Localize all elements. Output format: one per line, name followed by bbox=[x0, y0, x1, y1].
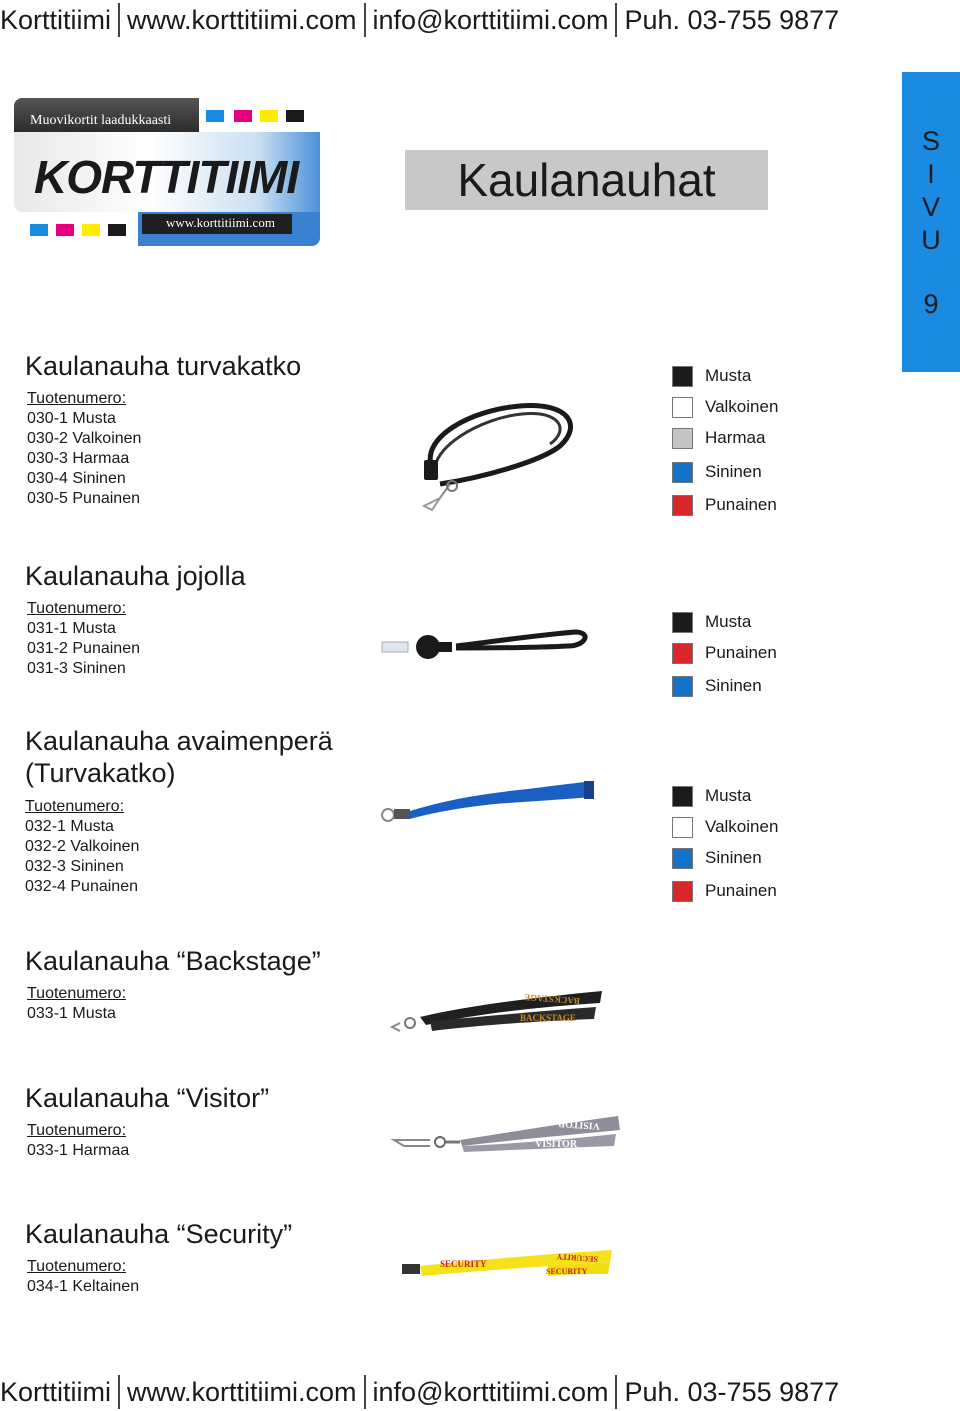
color-swatch bbox=[672, 495, 693, 516]
product-code: 030-5 Punainen bbox=[27, 490, 140, 507]
product-code: 031-2 Punainen bbox=[27, 640, 140, 657]
black-square-icon bbox=[108, 224, 126, 236]
product-title: Kaulanauha avaimenperä bbox=[25, 726, 333, 756]
visitor-lanyard-image bbox=[390, 1110, 625, 1166]
product-title: Kaulanauha jojolla bbox=[25, 561, 246, 591]
product-code: 031-3 Sininen bbox=[27, 660, 126, 677]
divider bbox=[118, 1375, 120, 1409]
color-label: Punainen bbox=[705, 643, 777, 662]
product-number-label: Tuotenumero: bbox=[27, 390, 127, 407]
magenta-square-icon bbox=[56, 224, 74, 236]
divider bbox=[118, 3, 120, 37]
email-link[interactable]: info@korttitiimi.com bbox=[372, 4, 609, 35]
color-swatch bbox=[672, 881, 693, 902]
product-number-label: Tuotenumero: bbox=[27, 985, 127, 1002]
product-title: Kaulanauha “Backstage” bbox=[25, 946, 321, 976]
company-name: Korttitiimi bbox=[0, 4, 112, 35]
color-label: Musta bbox=[705, 786, 752, 805]
product-code: 032-4 Punainen bbox=[25, 878, 138, 895]
phone-number: Puh. 03-755 9877 bbox=[624, 1376, 840, 1407]
strap-text: BACKSTAGE bbox=[523, 992, 581, 1007]
cyan-square-icon bbox=[206, 110, 224, 122]
page-title: Kaulanauhat bbox=[457, 154, 716, 206]
strap-text: VISITOR bbox=[557, 1117, 601, 1132]
logo-wordmark: KORTTITIIMI bbox=[34, 151, 299, 203]
product-code: 030-3 Harmaa bbox=[27, 450, 130, 467]
color-label: Sininen bbox=[705, 462, 762, 481]
website-link[interactable]: www.korttitiimi.com bbox=[127, 1376, 357, 1407]
color-swatch bbox=[672, 817, 693, 838]
security-lanyard-image bbox=[398, 1246, 618, 1290]
color-label: Punainen bbox=[705, 495, 777, 514]
color-option-sininen bbox=[672, 847, 762, 869]
color-option-punainen bbox=[672, 642, 777, 664]
product-code: 030-1 Musta bbox=[27, 410, 116, 427]
divider bbox=[364, 3, 366, 37]
strap-text: SECURITY bbox=[440, 1259, 487, 1269]
color-option-punainen bbox=[672, 494, 777, 516]
color-option-sininen bbox=[672, 675, 762, 697]
color-swatch bbox=[672, 366, 693, 387]
side-tab-letter: V bbox=[921, 192, 940, 222]
top-contact-bar bbox=[0, 0, 839, 40]
color-option-musta bbox=[672, 365, 751, 387]
color-option-punainen bbox=[672, 880, 777, 902]
divider bbox=[615, 3, 617, 37]
color-swatch bbox=[672, 676, 693, 697]
product-code: 033-1 Musta bbox=[27, 1005, 116, 1022]
product-code: 030-4 Sininen bbox=[27, 470, 126, 487]
cyan-square-icon bbox=[30, 224, 48, 236]
black-square-icon bbox=[286, 110, 304, 122]
backstage-lanyard-image bbox=[390, 985, 610, 1045]
color-swatch bbox=[672, 462, 693, 483]
divider bbox=[364, 1375, 366, 1409]
product-title: Kaulanauha “Visitor” bbox=[25, 1083, 270, 1113]
color-swatch bbox=[672, 786, 693, 807]
side-tab-letter: I bbox=[927, 159, 935, 189]
product-code: 032-2 Valkoinen bbox=[25, 838, 140, 855]
website-link[interactable]: www.korttitiimi.com bbox=[127, 4, 357, 35]
product-title: Kaulanauha “Security” bbox=[25, 1219, 293, 1249]
keychain-lanyard-image bbox=[378, 775, 598, 835]
color-label: Sininen bbox=[705, 848, 762, 867]
color-option-musta bbox=[672, 611, 751, 633]
company-name: Korttitiimi bbox=[0, 1376, 112, 1407]
page-title-box bbox=[405, 150, 768, 210]
email-link[interactable]: info@korttitiimi.com bbox=[372, 1376, 609, 1407]
color-swatch bbox=[672, 643, 693, 664]
color-label: Valkoinen bbox=[705, 397, 779, 416]
phone-number: Puh. 03-755 9877 bbox=[624, 4, 840, 35]
strap-text: SECURITY bbox=[556, 1251, 599, 1264]
product-number-label: Tuotenumero: bbox=[27, 600, 127, 617]
side-tab-letter: S bbox=[921, 126, 940, 156]
color-swatch bbox=[672, 397, 693, 418]
magenta-square-icon bbox=[234, 110, 252, 122]
color-label: Sininen bbox=[705, 676, 762, 695]
product-code: 034-1 Keltainen bbox=[27, 1278, 140, 1295]
strap-text: SECURITY bbox=[546, 1267, 588, 1276]
color-option-harmaa bbox=[672, 427, 765, 449]
strap-text: BACKSTAGE bbox=[520, 1013, 576, 1023]
product-number-label: Tuotenumero: bbox=[25, 798, 125, 815]
color-label: Harmaa bbox=[705, 428, 766, 447]
color-option-valkoinen bbox=[672, 396, 778, 418]
product-title: Kaulanauha turvakatko bbox=[25, 351, 302, 381]
color-label: Musta bbox=[705, 612, 752, 631]
product-number-label: Tuotenumero: bbox=[27, 1122, 127, 1139]
product-code: 031-1 Musta bbox=[27, 620, 116, 637]
logo-slogan: Muovikortit laadukkaasti bbox=[30, 113, 172, 128]
product-code: 030-2 Valkoinen bbox=[27, 430, 142, 447]
product-number-label: Tuotenumero: bbox=[27, 1258, 127, 1275]
yoyo-lanyard-image bbox=[380, 622, 590, 668]
product-subtitle: (Turvakatko) bbox=[25, 758, 176, 788]
color-swatch bbox=[672, 428, 693, 449]
product-code: 032-3 Sininen bbox=[25, 858, 124, 875]
color-swatch bbox=[672, 612, 693, 633]
bottom-contact-bar bbox=[0, 1372, 839, 1411]
color-option-sininen bbox=[672, 461, 762, 483]
color-label: Valkoinen bbox=[705, 817, 779, 836]
yellow-square-icon bbox=[82, 224, 100, 236]
color-label: Punainen bbox=[705, 881, 777, 900]
yellow-square-icon bbox=[260, 110, 278, 122]
color-option-musta bbox=[672, 785, 751, 807]
color-option-valkoinen bbox=[672, 816, 778, 838]
color-label: Musta bbox=[705, 366, 752, 385]
page-number: 9 bbox=[923, 289, 939, 319]
korttitiimi-logo bbox=[14, 98, 324, 248]
divider bbox=[615, 1375, 617, 1409]
lanyard-image bbox=[410, 398, 580, 518]
color-swatch bbox=[672, 848, 693, 869]
side-tab bbox=[902, 72, 960, 372]
side-tab-letter: U bbox=[921, 225, 941, 255]
logo-url: www.korttitiimi.com bbox=[166, 215, 275, 230]
product-code: 033-1 Harmaa bbox=[27, 1142, 130, 1159]
strap-text: VISITOR bbox=[535, 1139, 578, 1150]
product-code: 032-1 Musta bbox=[25, 818, 114, 835]
